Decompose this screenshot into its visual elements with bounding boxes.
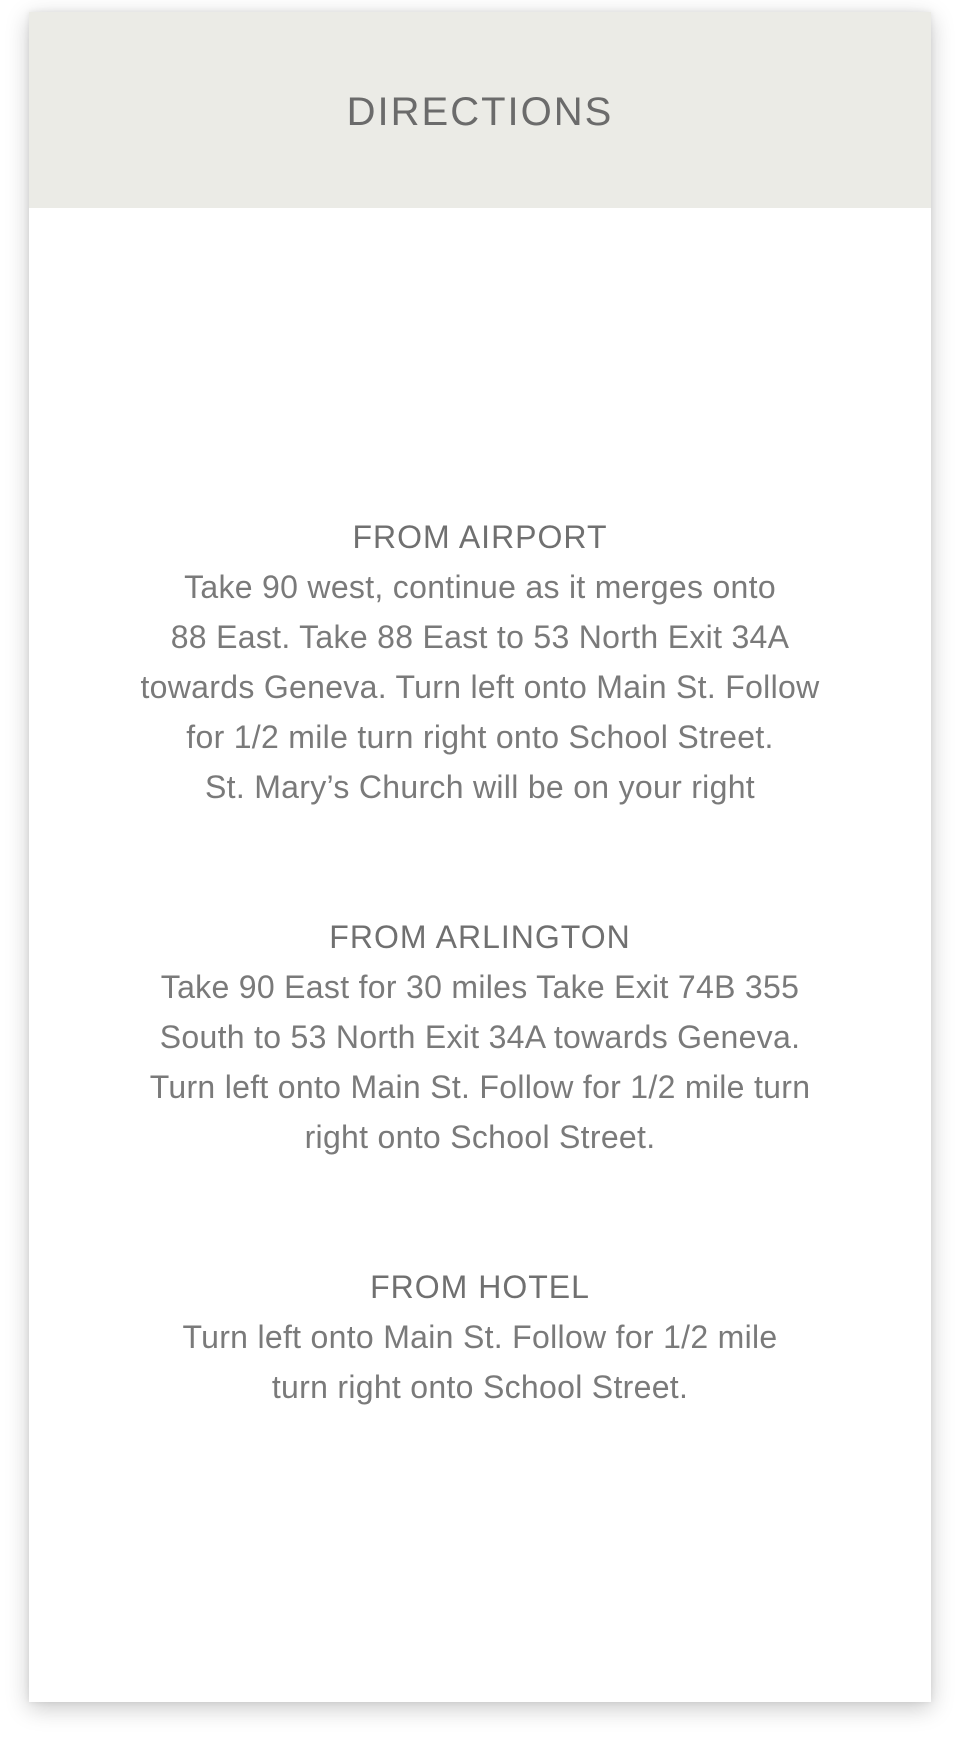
section-title: FROM HOTEL xyxy=(370,1269,590,1305)
direction-line: South to 53 North Exit 34A towards Geneva. xyxy=(159,1019,801,1055)
direction-line: Take 90 west, continue as it merges onto xyxy=(184,569,776,605)
direction-line: Turn left onto Main St. Follow for 1/2 mile turn xyxy=(149,1069,811,1105)
page-title: DIRECTIONS xyxy=(346,89,614,134)
direction-line: towards Geneva. Turn left onto Main St. Follow xyxy=(140,669,820,705)
direction-line: Turn left onto Main St. Follow for 1/2 mile xyxy=(182,1319,778,1355)
section-from-hotel xyxy=(69,1262,891,1412)
directions-card xyxy=(29,12,931,1702)
section-from-airport xyxy=(69,512,891,812)
direction-line: St. Mary’s Church will be on your right xyxy=(205,769,755,805)
direction-line: right onto School Street. xyxy=(304,1119,656,1155)
direction-line: 88 East. Take 88 East to 53 North Exit 34A xyxy=(170,619,790,655)
section-title: FROM ARLINGTON xyxy=(329,919,631,955)
section-title: FROM AIRPORT xyxy=(352,519,608,555)
directions-header xyxy=(29,12,931,208)
direction-line: for 1/2 mile turn right onto School Street. xyxy=(186,719,774,755)
direction-line: turn right onto School Street. xyxy=(271,1369,689,1405)
direction-line: Take 90 East for 30 miles Take Exit 74B 355 xyxy=(160,969,800,1005)
section-from-arlington xyxy=(69,912,891,1162)
